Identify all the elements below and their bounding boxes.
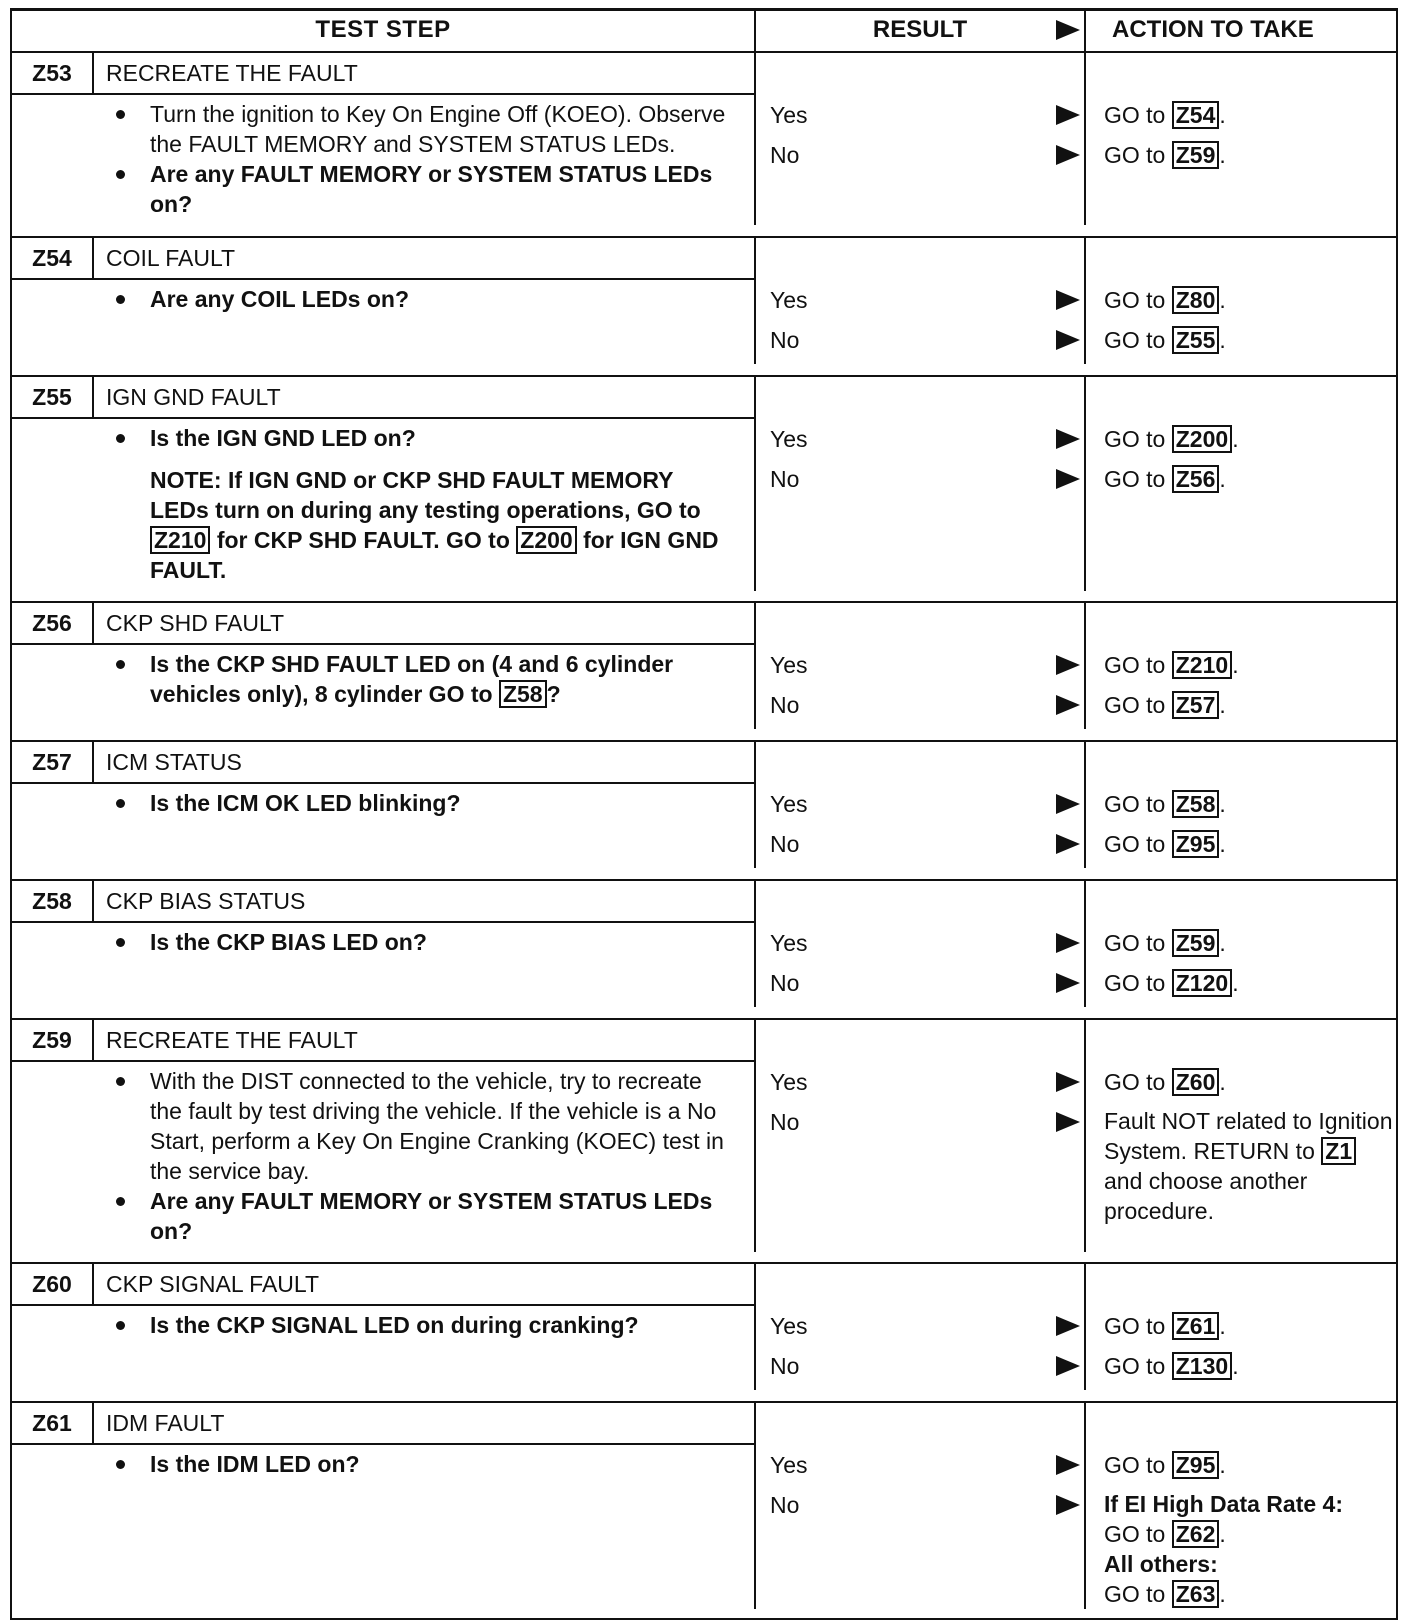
step-title: IDM FAULT <box>106 1410 225 1437</box>
result-row <box>756 828 1084 868</box>
step-id: Z53 <box>12 53 94 93</box>
step-body <box>12 280 754 320</box>
step-instruction: Are any FAULT MEMORY or SYSTEM STATUS LEDs on? <box>12 159 754 219</box>
step-reference-link[interactable]: Z58 <box>499 680 547 708</box>
step-body <box>12 1306 754 1346</box>
step-instruction: Turn the ignition to Key On Engine Off (KOEO). Observe the FAULT MEMORY and SYSTEM STATUS LEDs. <box>12 99 754 159</box>
step-reference-link[interactable]: Z200 <box>516 526 576 554</box>
step-instruction: Is the CKP SIGNAL LED on during cranking? <box>12 1310 754 1340</box>
test-step-section <box>12 1020 1396 1265</box>
step-reference-link[interactable]: Z59 <box>1172 141 1220 169</box>
action-line: If EI High Data Rate 4: <box>1104 1491 1343 1518</box>
test-step-cell <box>12 1264 756 1390</box>
arrow-right-icon <box>1056 20 1080 40</box>
step-id: Z60 <box>12 1264 94 1304</box>
header-test-step: TEST STEP <box>12 11 756 51</box>
action-row: GO to Z95 . <box>1104 831 1226 858</box>
result-label: Yes <box>770 1313 808 1340</box>
test-step-cell <box>12 881 756 1007</box>
action-row: GO to Z58 . <box>1104 791 1226 818</box>
step-instruction: Is the CKP BIAS LED on? <box>12 927 754 957</box>
bullet-icon <box>116 110 125 119</box>
step-reference-link[interactable]: Z59 <box>1172 929 1220 957</box>
step-title-bar <box>12 238 754 280</box>
test-step-section <box>12 1403 1396 1618</box>
test-step-cell <box>12 742 756 868</box>
test-step-row <box>12 53 1396 225</box>
step-reference-link[interactable]: Z200 <box>1172 425 1232 453</box>
step-note: NOTE: If IGN GND or CKP SHD FAULT MEMORY LEDs turn on during any testing operations, GO to Z210 for CKP SHD FAULT. GO to Z200 for IGN GND FAULT. <box>150 466 719 583</box>
step-instruction: With the DIST connected to the vehicle, try to recreate the fault by test driving the vehicle. If the vehicle is a No Start, perform a Key On Engine Cranking (KOEC) test in the service bay. <box>12 1066 754 1186</box>
step-title: ICM STATUS <box>106 749 242 776</box>
result-row <box>756 967 1084 1007</box>
test-step-row <box>12 1264 1396 1390</box>
step-reference-link[interactable]: Z95 <box>1172 830 1220 858</box>
step-id: Z54 <box>12 238 94 278</box>
arrow-right-icon <box>1056 290 1080 310</box>
step-title-bar <box>12 377 754 419</box>
action-cell <box>1086 1403 1396 1609</box>
action-row: GO to Z95 . <box>1104 1452 1226 1479</box>
step-title-bar <box>12 53 754 95</box>
action-row: GO to Z210 . <box>1104 652 1239 679</box>
step-title: IGN GND FAULT <box>106 383 281 410</box>
test-step-cell <box>12 238 756 364</box>
result-row <box>756 284 1084 324</box>
result-row <box>756 927 1084 967</box>
result-label: No <box>770 465 800 492</box>
arrow-right-icon <box>1056 834 1080 854</box>
result-label: No <box>770 1353 800 1380</box>
action-cell <box>1086 53 1396 225</box>
bullet-icon <box>116 434 125 443</box>
arrow-right-icon <box>1056 1072 1080 1092</box>
action-row: GO to Z56 . <box>1104 465 1226 492</box>
test-step-row <box>12 1020 1396 1252</box>
result-label: Yes <box>770 1452 808 1479</box>
action-row: GO to Z120 . <box>1104 969 1239 996</box>
test-step-cell <box>12 1403 756 1609</box>
result-label: No <box>770 831 800 858</box>
bullet-icon <box>116 660 125 669</box>
test-step-section <box>12 53 1396 238</box>
arrow-right-icon <box>1056 973 1080 993</box>
step-id: Z56 <box>12 603 94 643</box>
arrow-right-icon <box>1056 1316 1080 1336</box>
arrow-right-icon <box>1056 794 1080 814</box>
action-row: Fault NOT related to Ignition System. RETURN to Z1 and choose another procedure. <box>1104 1107 1393 1224</box>
sections-container <box>12 53 1396 1618</box>
step-body <box>12 419 754 591</box>
test-step-section <box>12 1264 1396 1403</box>
bullet-icon <box>116 1321 125 1330</box>
action-row: GO to Z61 . <box>1104 1313 1226 1340</box>
step-id: Z58 <box>12 881 94 921</box>
result-label: No <box>770 1492 800 1519</box>
result-row <box>756 788 1084 828</box>
header-result-label: RESULT <box>872 16 968 43</box>
bullet-icon <box>116 295 125 304</box>
result-row <box>756 1066 1084 1106</box>
step-title-bar <box>12 603 754 645</box>
result-label: No <box>770 692 800 719</box>
step-reference-link[interactable]: Z63 <box>1172 1580 1220 1608</box>
result-row <box>756 139 1084 179</box>
step-reference-link[interactable]: Z54 <box>1172 101 1220 129</box>
arrow-right-icon <box>1056 1495 1080 1515</box>
action-cell <box>1086 377 1396 591</box>
step-body <box>12 1062 754 1252</box>
step-reference-link[interactable]: Z56 <box>1172 465 1220 493</box>
arrow-right-icon <box>1056 933 1080 953</box>
test-step-cell <box>12 1020 756 1252</box>
table-frame <box>10 8 1398 1620</box>
step-title-bar <box>12 881 754 923</box>
step-title-bar <box>12 742 754 784</box>
action-row: GO to Z59 . <box>1104 929 1226 956</box>
arrow-right-icon <box>1056 1356 1080 1376</box>
test-step-section <box>12 742 1396 881</box>
arrow-right-icon <box>1056 330 1080 350</box>
action-cell <box>1086 1264 1396 1390</box>
step-instruction: Is the IDM LED on? <box>12 1449 754 1479</box>
step-body <box>12 95 754 225</box>
step-reference-link[interactable]: Z58 <box>1172 790 1220 818</box>
test-step-section <box>12 238 1396 377</box>
step-reference-link[interactable]: Z210 <box>150 526 210 554</box>
action-cell <box>1086 603 1396 729</box>
result-label: No <box>770 969 800 996</box>
test-step-cell <box>12 603 756 729</box>
result-row <box>756 463 1084 503</box>
step-instruction: Is the IGN GND LED on? <box>12 423 754 453</box>
result-row <box>756 324 1084 364</box>
action-line: GO to Z62 . <box>1104 1521 1226 1548</box>
diagnostic-table <box>10 8 1398 1620</box>
step-reference-link[interactable]: Z120 <box>1172 969 1232 997</box>
result-cell <box>756 742 1086 868</box>
result-label: Yes <box>770 1068 808 1095</box>
bullet-icon <box>116 170 125 179</box>
result-label: No <box>770 326 800 353</box>
step-reference-link[interactable]: Z210 <box>1172 651 1232 679</box>
arrow-right-icon <box>1056 469 1080 489</box>
result-cell <box>756 377 1086 591</box>
result-row <box>756 1106 1084 1146</box>
action-row: GO to Z80 . <box>1104 286 1226 313</box>
step-instruction: Is the CKP SHD FAULT LED on (4 and 6 cylinder vehicles only), 8 cylinder GO to Z58 ? <box>12 649 754 709</box>
step-instruction: Are any FAULT MEMORY or SYSTEM STATUS LEDs on? <box>12 1186 754 1246</box>
step-title: RECREATE THE FAULT <box>106 1026 358 1053</box>
result-label: Yes <box>770 929 808 956</box>
result-cell <box>756 53 1086 225</box>
step-title: CKP SIGNAL FAULT <box>106 1271 320 1298</box>
action-row <box>1104 1489 1396 1609</box>
action-line: GO to Z63 . <box>1104 1581 1226 1608</box>
step-title-bar <box>12 1020 754 1062</box>
action-cell <box>1086 881 1396 1007</box>
test-step-row <box>12 1403 1396 1609</box>
test-step-section <box>12 881 1396 1020</box>
action-line: All others: <box>1104 1551 1218 1578</box>
step-reference-link[interactable]: Z1 <box>1321 1137 1356 1165</box>
step-reference-link[interactable]: Z62 <box>1172 1520 1220 1548</box>
step-reference-link[interactable]: Z61 <box>1172 1312 1220 1340</box>
action-cell <box>1086 1020 1396 1252</box>
action-row: GO to Z130 . <box>1104 1353 1239 1380</box>
result-row <box>756 1350 1084 1390</box>
bullet-icon <box>116 1460 125 1469</box>
result-row <box>756 1449 1084 1489</box>
action-cell <box>1086 238 1396 364</box>
step-instruction: Are any COIL LEDs on? <box>12 284 754 314</box>
test-step-row <box>12 603 1396 729</box>
step-body <box>12 1445 754 1485</box>
arrow-right-icon <box>1056 1455 1080 1475</box>
step-id: Z61 <box>12 1403 94 1443</box>
result-label: Yes <box>770 425 808 452</box>
step-id: Z57 <box>12 742 94 782</box>
arrow-right-icon <box>1056 429 1080 449</box>
step-title: CKP BIAS STATUS <box>106 887 306 914</box>
action-row: GO to Z60 . <box>1104 1068 1226 1095</box>
result-cell <box>756 1020 1086 1252</box>
action-row: GO to Z54 . <box>1104 102 1226 128</box>
result-cell <box>756 881 1086 1007</box>
result-label: Yes <box>770 652 808 679</box>
result-row <box>756 1310 1084 1350</box>
result-cell <box>756 603 1086 729</box>
result-label: Yes <box>770 286 808 313</box>
step-title: RECREATE THE FAULT <box>106 60 358 86</box>
result-row <box>756 423 1084 463</box>
header-action: ACTION TO TAKE <box>1112 16 1314 43</box>
test-step-cell <box>12 377 756 591</box>
result-label: Yes <box>770 791 808 818</box>
step-reference-link[interactable]: Z57 <box>1172 691 1220 719</box>
bullet-icon <box>116 938 125 947</box>
test-step-row <box>12 377 1396 591</box>
result-cell <box>756 1264 1086 1390</box>
result-label: No <box>770 1108 800 1135</box>
step-id: Z59 <box>12 1020 94 1060</box>
arrow-right-icon <box>1056 1112 1080 1132</box>
result-label: No <box>770 142 800 168</box>
step-instruction: Is the ICM OK LED blinking? <box>12 788 754 818</box>
step-id: Z55 <box>12 377 94 417</box>
step-title-bar <box>12 1264 754 1306</box>
header-result <box>756 11 1086 51</box>
result-cell <box>756 1403 1086 1609</box>
result-row <box>756 99 1084 139</box>
test-step-cell <box>12 53 756 225</box>
step-body <box>12 923 754 963</box>
arrow-right-icon <box>1056 655 1080 675</box>
step-body <box>12 645 754 715</box>
action-row: GO to Z55 . <box>1104 326 1226 353</box>
step-reference-link[interactable]: Z130 <box>1172 1352 1232 1380</box>
step-reference-link[interactable]: Z95 <box>1172 1451 1220 1479</box>
step-title: COIL FAULT <box>106 244 236 271</box>
bullet-icon <box>116 799 125 808</box>
result-row <box>756 649 1084 689</box>
test-step-row <box>12 238 1396 364</box>
action-row: GO to Z59 . <box>1104 142 1226 168</box>
action-cell <box>1086 742 1396 868</box>
table-header <box>12 9 1396 53</box>
arrow-right-icon <box>1056 145 1080 165</box>
bullet-icon <box>116 1197 125 1206</box>
step-reference-link[interactable]: Z55 <box>1172 326 1220 354</box>
action-row: GO to Z57 . <box>1104 692 1226 719</box>
result-row <box>756 1489 1084 1529</box>
result-cell <box>756 238 1086 364</box>
test-step-row <box>12 742 1396 868</box>
result-label: Yes <box>770 102 808 128</box>
step-body <box>12 784 754 824</box>
step-reference-link[interactable]: Z80 <box>1172 286 1220 314</box>
action-row: GO to Z200 . <box>1104 425 1239 452</box>
step-reference-link[interactable]: Z60 <box>1172 1068 1220 1096</box>
test-step-row <box>12 881 1396 1007</box>
test-step-section <box>12 603 1396 742</box>
result-row <box>756 689 1084 729</box>
bullet-icon <box>116 1077 125 1086</box>
arrow-right-icon <box>1056 695 1080 715</box>
test-step-section <box>12 377 1396 604</box>
step-title-bar <box>12 1403 754 1445</box>
step-title: CKP SHD FAULT <box>106 610 285 637</box>
arrow-right-icon <box>1056 105 1080 125</box>
